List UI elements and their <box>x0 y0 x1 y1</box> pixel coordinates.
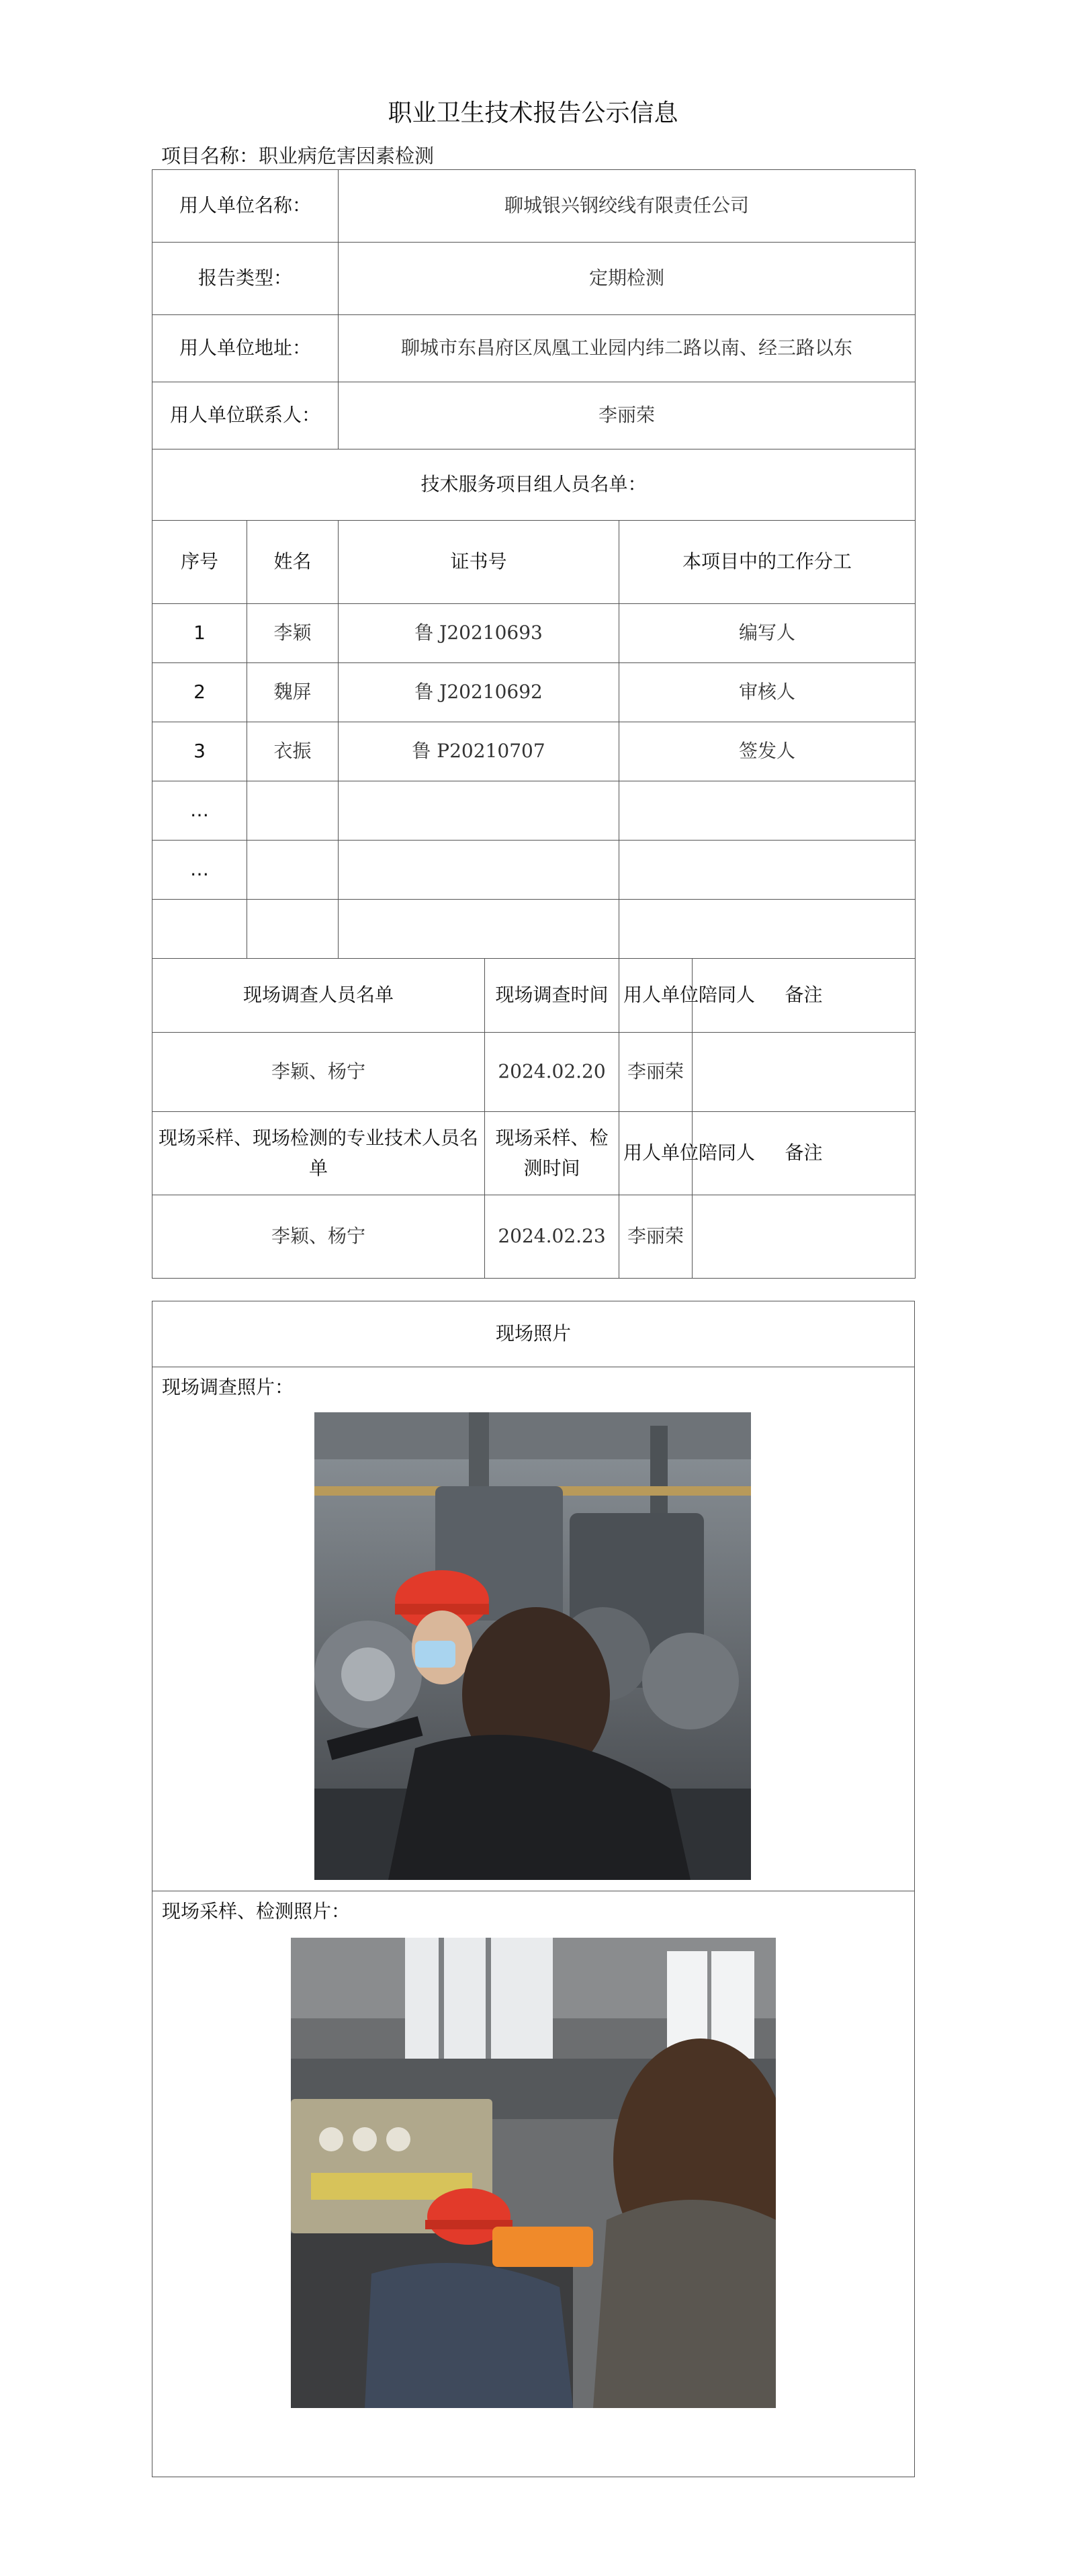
col-header-index: 序号 <box>152 521 247 604</box>
team-row-name: 衣振 <box>247 722 339 781</box>
photos-heading-row <box>152 1301 915 1367</box>
survey-header-staff: 现场调查人员名单 <box>152 959 485 1033</box>
team-row-role: 编写人 <box>619 604 916 663</box>
sampling-header-escort: 用人单位陪同人 <box>619 1112 693 1195</box>
photos-heading: 现场照片 <box>152 1301 915 1367</box>
team-row-cert: 鲁 J20210692 <box>339 663 619 722</box>
survey-time: 2024.02.20 <box>485 1033 619 1112</box>
team-row-name: 魏屏 <box>247 663 339 722</box>
team-row <box>152 781 916 841</box>
unit-address-value: 聊城市东昌府区凤凰工业园内纬二路以南、经三路以东 <box>339 315 916 382</box>
report-info-table <box>152 169 916 1279</box>
team-row-cert <box>339 841 619 900</box>
team-row-index: 3 <box>152 722 247 781</box>
survey-staff: 李颖、杨宁 <box>152 1033 485 1112</box>
team-row-role <box>619 841 916 900</box>
survey-photo <box>314 1412 751 1880</box>
col-header-name: 姓名 <box>247 521 339 604</box>
team-row-cert: 鲁 J20210693 <box>339 604 619 663</box>
sampling-header-staff: 现场采样、现场检测的专业技术人员名单 <box>152 1112 485 1195</box>
team-header-row <box>152 521 916 604</box>
team-row-cert <box>339 781 619 841</box>
team-row <box>152 722 916 781</box>
team-row-index: … <box>152 841 247 900</box>
team-row-cert: 鲁 P20210707 <box>339 722 619 781</box>
contact-label: 用人单位联系人： <box>152 382 339 449</box>
unit-name-value: 聊城银兴钢绞线有限责任公司 <box>339 170 916 243</box>
team-row-role <box>619 900 916 959</box>
col-header-role: 本项目中的工作分工 <box>619 521 916 604</box>
sampling-photo <box>291 1938 776 2408</box>
team-row-index: 1 <box>152 604 247 663</box>
col-header-cert: 证书号 <box>339 521 619 604</box>
survey-header-note: 备注 <box>693 959 916 1033</box>
survey-header-time: 现场调查时间 <box>485 959 619 1033</box>
survey-header-row <box>152 959 916 1033</box>
sampling-header-time: 现场采样、检测时间 <box>485 1112 619 1195</box>
sampling-header-row <box>152 1112 916 1195</box>
project-name-value: 职业病危害因素检测 <box>259 144 435 167</box>
survey-photo-image <box>314 1412 751 1880</box>
sampling-photo-label: 现场采样、检测照片： <box>162 1900 351 1922</box>
info-row-report-type <box>152 243 916 315</box>
team-row-index: … <box>152 781 247 841</box>
unit-name-label: 用人单位名称： <box>152 170 339 243</box>
team-row-index <box>152 900 247 959</box>
team-row <box>152 604 916 663</box>
team-row-name <box>247 900 339 959</box>
survey-note <box>693 1033 916 1112</box>
team-row-role: 签发人 <box>619 722 916 781</box>
survey-header-escort: 用人单位陪同人 <box>619 959 693 1033</box>
project-name-label: 项目名称： <box>161 144 259 167</box>
team-row-name: 李颖 <box>247 604 339 663</box>
unit-address-label: 用人单位地址： <box>152 315 339 382</box>
team-row-cert <box>339 900 619 959</box>
team-row-name <box>247 781 339 841</box>
sampling-escort: 李丽荣 <box>619 1195 693 1279</box>
team-row <box>152 841 916 900</box>
report-type-label: 报告类型： <box>152 243 339 315</box>
sampling-header-note: 备注 <box>693 1112 916 1195</box>
info-row-unit-name <box>152 170 916 243</box>
info-row-unit-address <box>152 315 916 382</box>
report-type-value: 定期检测 <box>339 243 916 315</box>
team-row-name <box>247 841 339 900</box>
team-row-role <box>619 781 916 841</box>
team-row <box>152 663 916 722</box>
sampling-time: 2024.02.23 <box>485 1195 619 1279</box>
info-row-contact <box>152 382 916 449</box>
team-heading-row <box>152 449 916 521</box>
survey-row <box>152 1033 916 1112</box>
team-row <box>152 900 916 959</box>
contact-value: 李丽荣 <box>339 382 916 449</box>
page-title: 职业卫生技术报告公示信息 <box>388 99 678 127</box>
survey-photo-label: 现场调查照片： <box>162 1376 294 1398</box>
team-row-index: 2 <box>152 663 247 722</box>
sampling-row <box>152 1195 916 1279</box>
team-heading: 技术服务项目组人员名单： <box>152 449 916 521</box>
sampling-note <box>693 1195 916 1279</box>
team-row-role: 审核人 <box>619 663 916 722</box>
sampling-staff: 李颖、杨宁 <box>152 1195 485 1279</box>
sampling-photo-image <box>291 1938 776 2408</box>
project-name <box>161 141 434 169</box>
survey-escort: 李丽荣 <box>619 1033 693 1112</box>
